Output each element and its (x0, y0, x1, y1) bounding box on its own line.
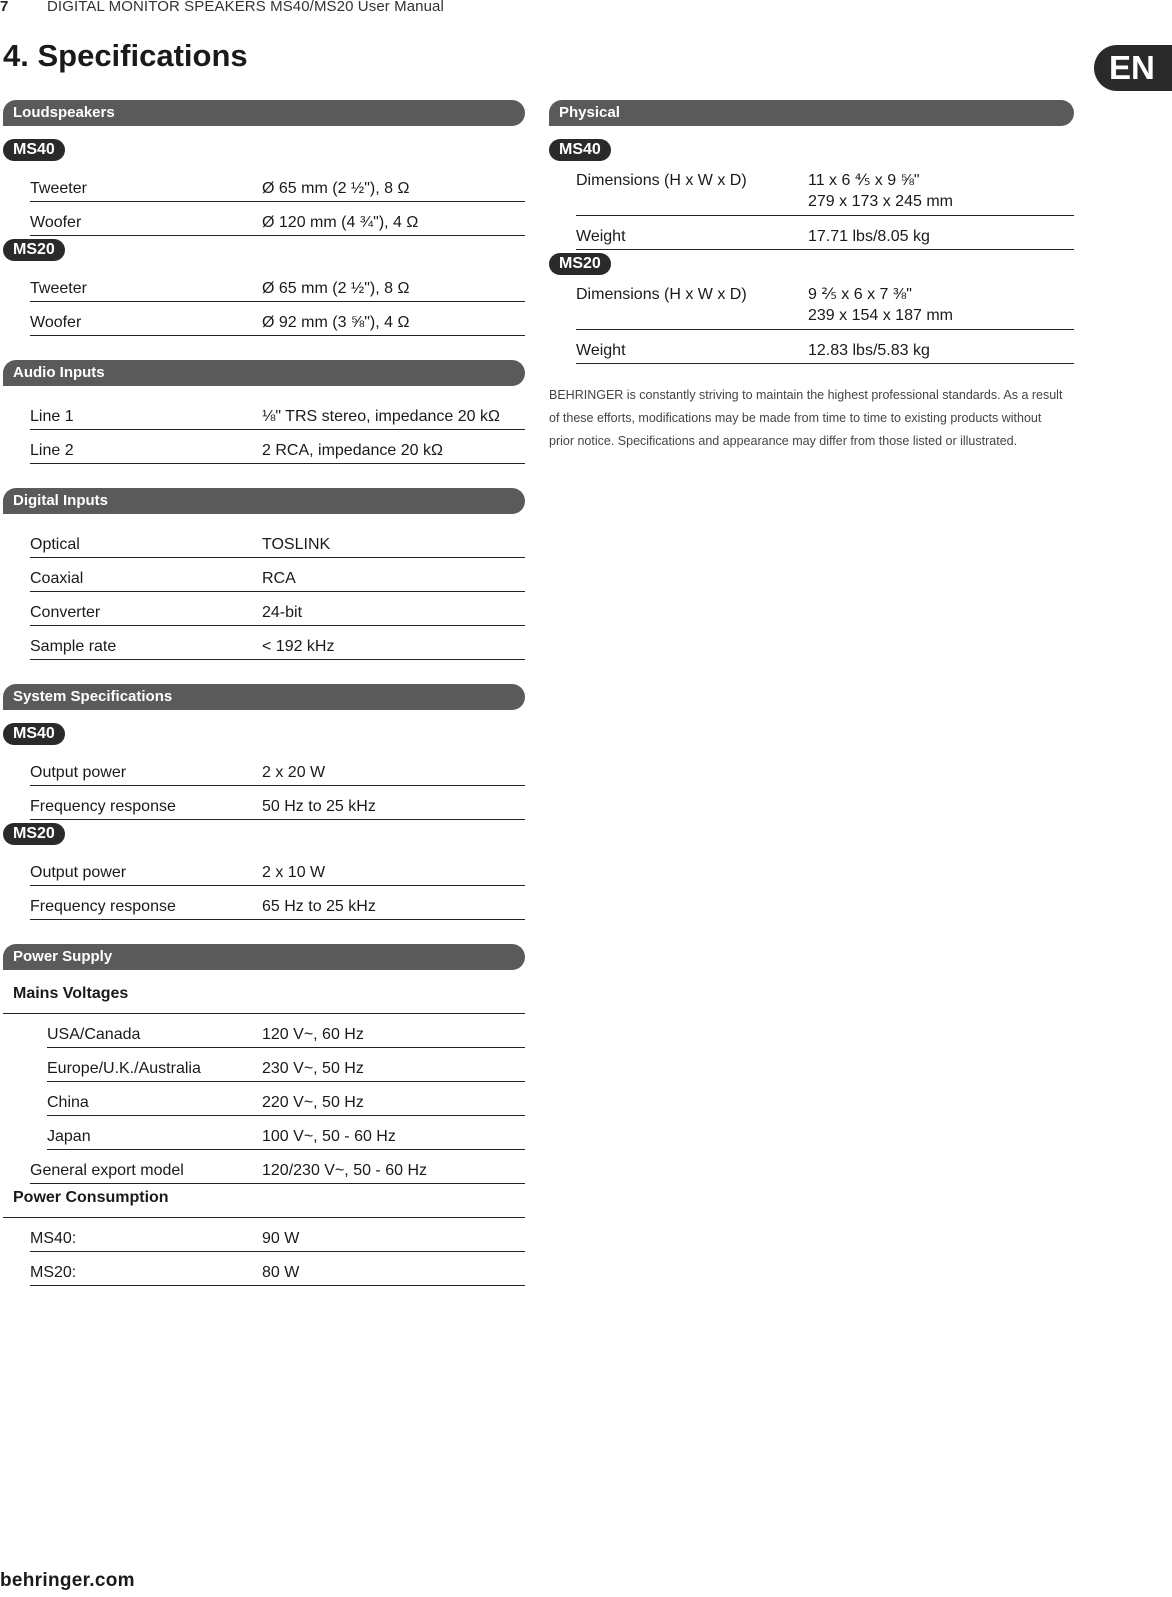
spec-key: Line 1 (30, 408, 74, 425)
left-column (3, 100, 525, 1310)
spec-row (30, 1218, 525, 1252)
spec-key: General export model (30, 1162, 184, 1179)
model-pill-ms40: MS40 (549, 139, 611, 161)
spec-key: China (47, 1094, 89, 1111)
spec-key: MS40: (30, 1230, 77, 1247)
audio-inputs-group (30, 396, 525, 464)
spec-value (808, 170, 1074, 212)
spec-value: 2 x 20 W (262, 764, 326, 781)
spec-value: 80 W (262, 1264, 300, 1281)
spec-value: 120/230 V~, 50 - 60 Hz (262, 1162, 427, 1179)
spec-key: Japan (47, 1128, 91, 1145)
spec-key: Weight (576, 342, 626, 359)
dimensions-mm: 279 x 173 x 245 mm (808, 193, 953, 210)
spec-value: 2 RCA, impedance 20 kΩ (262, 442, 443, 459)
power-supply-section (3, 944, 525, 1286)
spec-row (576, 330, 1074, 364)
spec-key: Coaxial (30, 570, 84, 587)
spec-value: 100 V~, 50 - 60 Hz (262, 1128, 396, 1145)
spec-key: Woofer (30, 214, 82, 231)
spec-row (576, 282, 1074, 330)
footer-logo: behringer.com (0, 1570, 135, 1591)
spec-row (30, 558, 525, 592)
spec-row (30, 524, 525, 558)
model-pill-ms20: MS20 (549, 253, 611, 275)
spec-value: 65 Hz to 25 kHz (262, 898, 376, 915)
audio-inputs-section (3, 360, 525, 464)
power-consumption-heading: Power Consumption (3, 1184, 525, 1218)
spec-key: Tweeter (30, 180, 87, 197)
model-pill-ms20: MS20 (3, 239, 65, 261)
spec-key: Europe/U.K./Australia (47, 1060, 201, 1077)
spec-row (47, 1048, 525, 1082)
system-ms20-group (30, 852, 525, 920)
right-column (549, 100, 1074, 466)
loudspeakers-ms20-group (30, 268, 525, 336)
section-bar-physical: Physical (549, 100, 1074, 126)
spec-key: Tweeter (30, 280, 87, 297)
digital-inputs-group (30, 524, 525, 660)
spec-row (30, 202, 525, 236)
spec-row (30, 396, 525, 430)
section-bar-digital-inputs: Digital Inputs (3, 488, 525, 514)
spec-key: Woofer (30, 314, 82, 331)
spec-row (47, 1116, 525, 1150)
spec-row (30, 1150, 525, 1184)
spec-row (30, 852, 525, 886)
mains-voltages-heading: Mains Voltages (3, 980, 525, 1014)
physical-section (549, 100, 1074, 364)
spec-key: Line 2 (30, 442, 74, 459)
spec-value: ⅛" TRS stereo, impedance 20 kΩ (262, 408, 500, 425)
spec-value: 2 x 10 W (262, 864, 326, 881)
spec-row (576, 216, 1074, 250)
system-ms40-group (30, 752, 525, 820)
spec-key: Optical (30, 536, 80, 553)
section-bar-audio-inputs: Audio Inputs (3, 360, 525, 386)
spec-row (30, 168, 525, 202)
spec-value: RCA (262, 570, 296, 587)
spec-value: 17.71 lbs/8.05 kg (808, 228, 930, 245)
spec-value: TOSLINK (262, 536, 331, 553)
section-bar-power-supply: Power Supply (3, 944, 525, 970)
spec-key: Frequency response (30, 798, 176, 815)
spec-value: 220 V~, 50 Hz (262, 1094, 364, 1111)
spec-row (30, 1252, 525, 1286)
system-specs-section (3, 684, 525, 920)
spec-key: Frequency response (30, 898, 176, 915)
digital-inputs-section (3, 488, 525, 660)
spec-key: Output power (30, 764, 127, 781)
spec-row (30, 268, 525, 302)
physical-ms40-group (576, 168, 1074, 250)
dimensions-inches: 11 x 6 ⅘ x 9 ⅝" (808, 172, 920, 189)
model-pill-ms40: MS40 (3, 723, 65, 745)
spec-key: Dimensions (H x W x D) (576, 172, 747, 189)
loudspeakers-section (3, 100, 525, 336)
spec-row (30, 302, 525, 336)
spec-value: Ø 65 mm (2 ½"), 8 Ω (262, 180, 410, 197)
power-consumption-group (30, 1218, 525, 1286)
spec-row (30, 430, 525, 464)
spec-row (30, 752, 525, 786)
export-model-group (30, 1150, 525, 1184)
physical-ms20-group (576, 282, 1074, 364)
spec-value (808, 284, 1074, 326)
loudspeakers-ms40-group (30, 168, 525, 236)
spec-value: < 192 kHz (262, 638, 335, 655)
spec-row (30, 886, 525, 920)
spec-key: MS20: (30, 1264, 77, 1281)
spec-key: USA/Canada (47, 1026, 141, 1043)
spec-row (47, 1082, 525, 1116)
section-bar-loudspeakers: Loudspeakers (3, 100, 525, 126)
model-pill-ms40: MS40 (3, 139, 65, 161)
spec-row (576, 168, 1074, 216)
document-title: DIGITAL MONITOR SPEAKERS MS40/MS20 User Manual (47, 0, 444, 15)
spec-key: Dimensions (H x W x D) (576, 286, 747, 303)
page-title: 4. Specifications (3, 38, 248, 73)
model-pill-ms20: MS20 (3, 823, 65, 845)
spec-value: 24-bit (262, 604, 303, 621)
spec-value: Ø 92 mm (3 ⅝"), 4 Ω (262, 314, 410, 331)
spec-key: Converter (30, 604, 101, 621)
spec-row (30, 786, 525, 820)
spec-key: Output power (30, 864, 127, 881)
page-number: 7 (0, 0, 9, 15)
mains-voltages-group (47, 1014, 525, 1150)
spec-value: Ø 65 mm (2 ½"), 8 Ω (262, 280, 410, 297)
spec-value: 90 W (262, 1230, 300, 1247)
dimensions-mm: 239 x 154 x 187 mm (808, 307, 953, 324)
spec-key: Weight (576, 228, 626, 245)
dimensions-inches: 9 ⅖ x 6 x 7 ⅜" (808, 286, 912, 303)
spec-value: 230 V~, 50 Hz (262, 1060, 364, 1077)
disclaimer-note: BEHRINGER is constantly striving to maintain the highest professional standards. As a result of these efforts, modifications may be made from time to time to existing products without prior notice. Specifications and appearance may differ from those listed or illustrated. (549, 388, 1063, 448)
spec-value: 12.83 lbs/5.83 kg (808, 342, 930, 359)
spec-value: Ø 120 mm (4 ¾"), 4 Ω (262, 214, 419, 231)
spec-row (30, 626, 525, 660)
spec-key: Sample rate (30, 638, 117, 655)
spec-row (30, 592, 525, 626)
spec-value: 120 V~, 60 Hz (262, 1026, 364, 1043)
spec-row (47, 1014, 525, 1048)
spec-value: 50 Hz to 25 kHz (262, 798, 376, 815)
section-bar-system-specs: System Specifications (3, 684, 525, 710)
language-tab: EN (1094, 45, 1172, 91)
